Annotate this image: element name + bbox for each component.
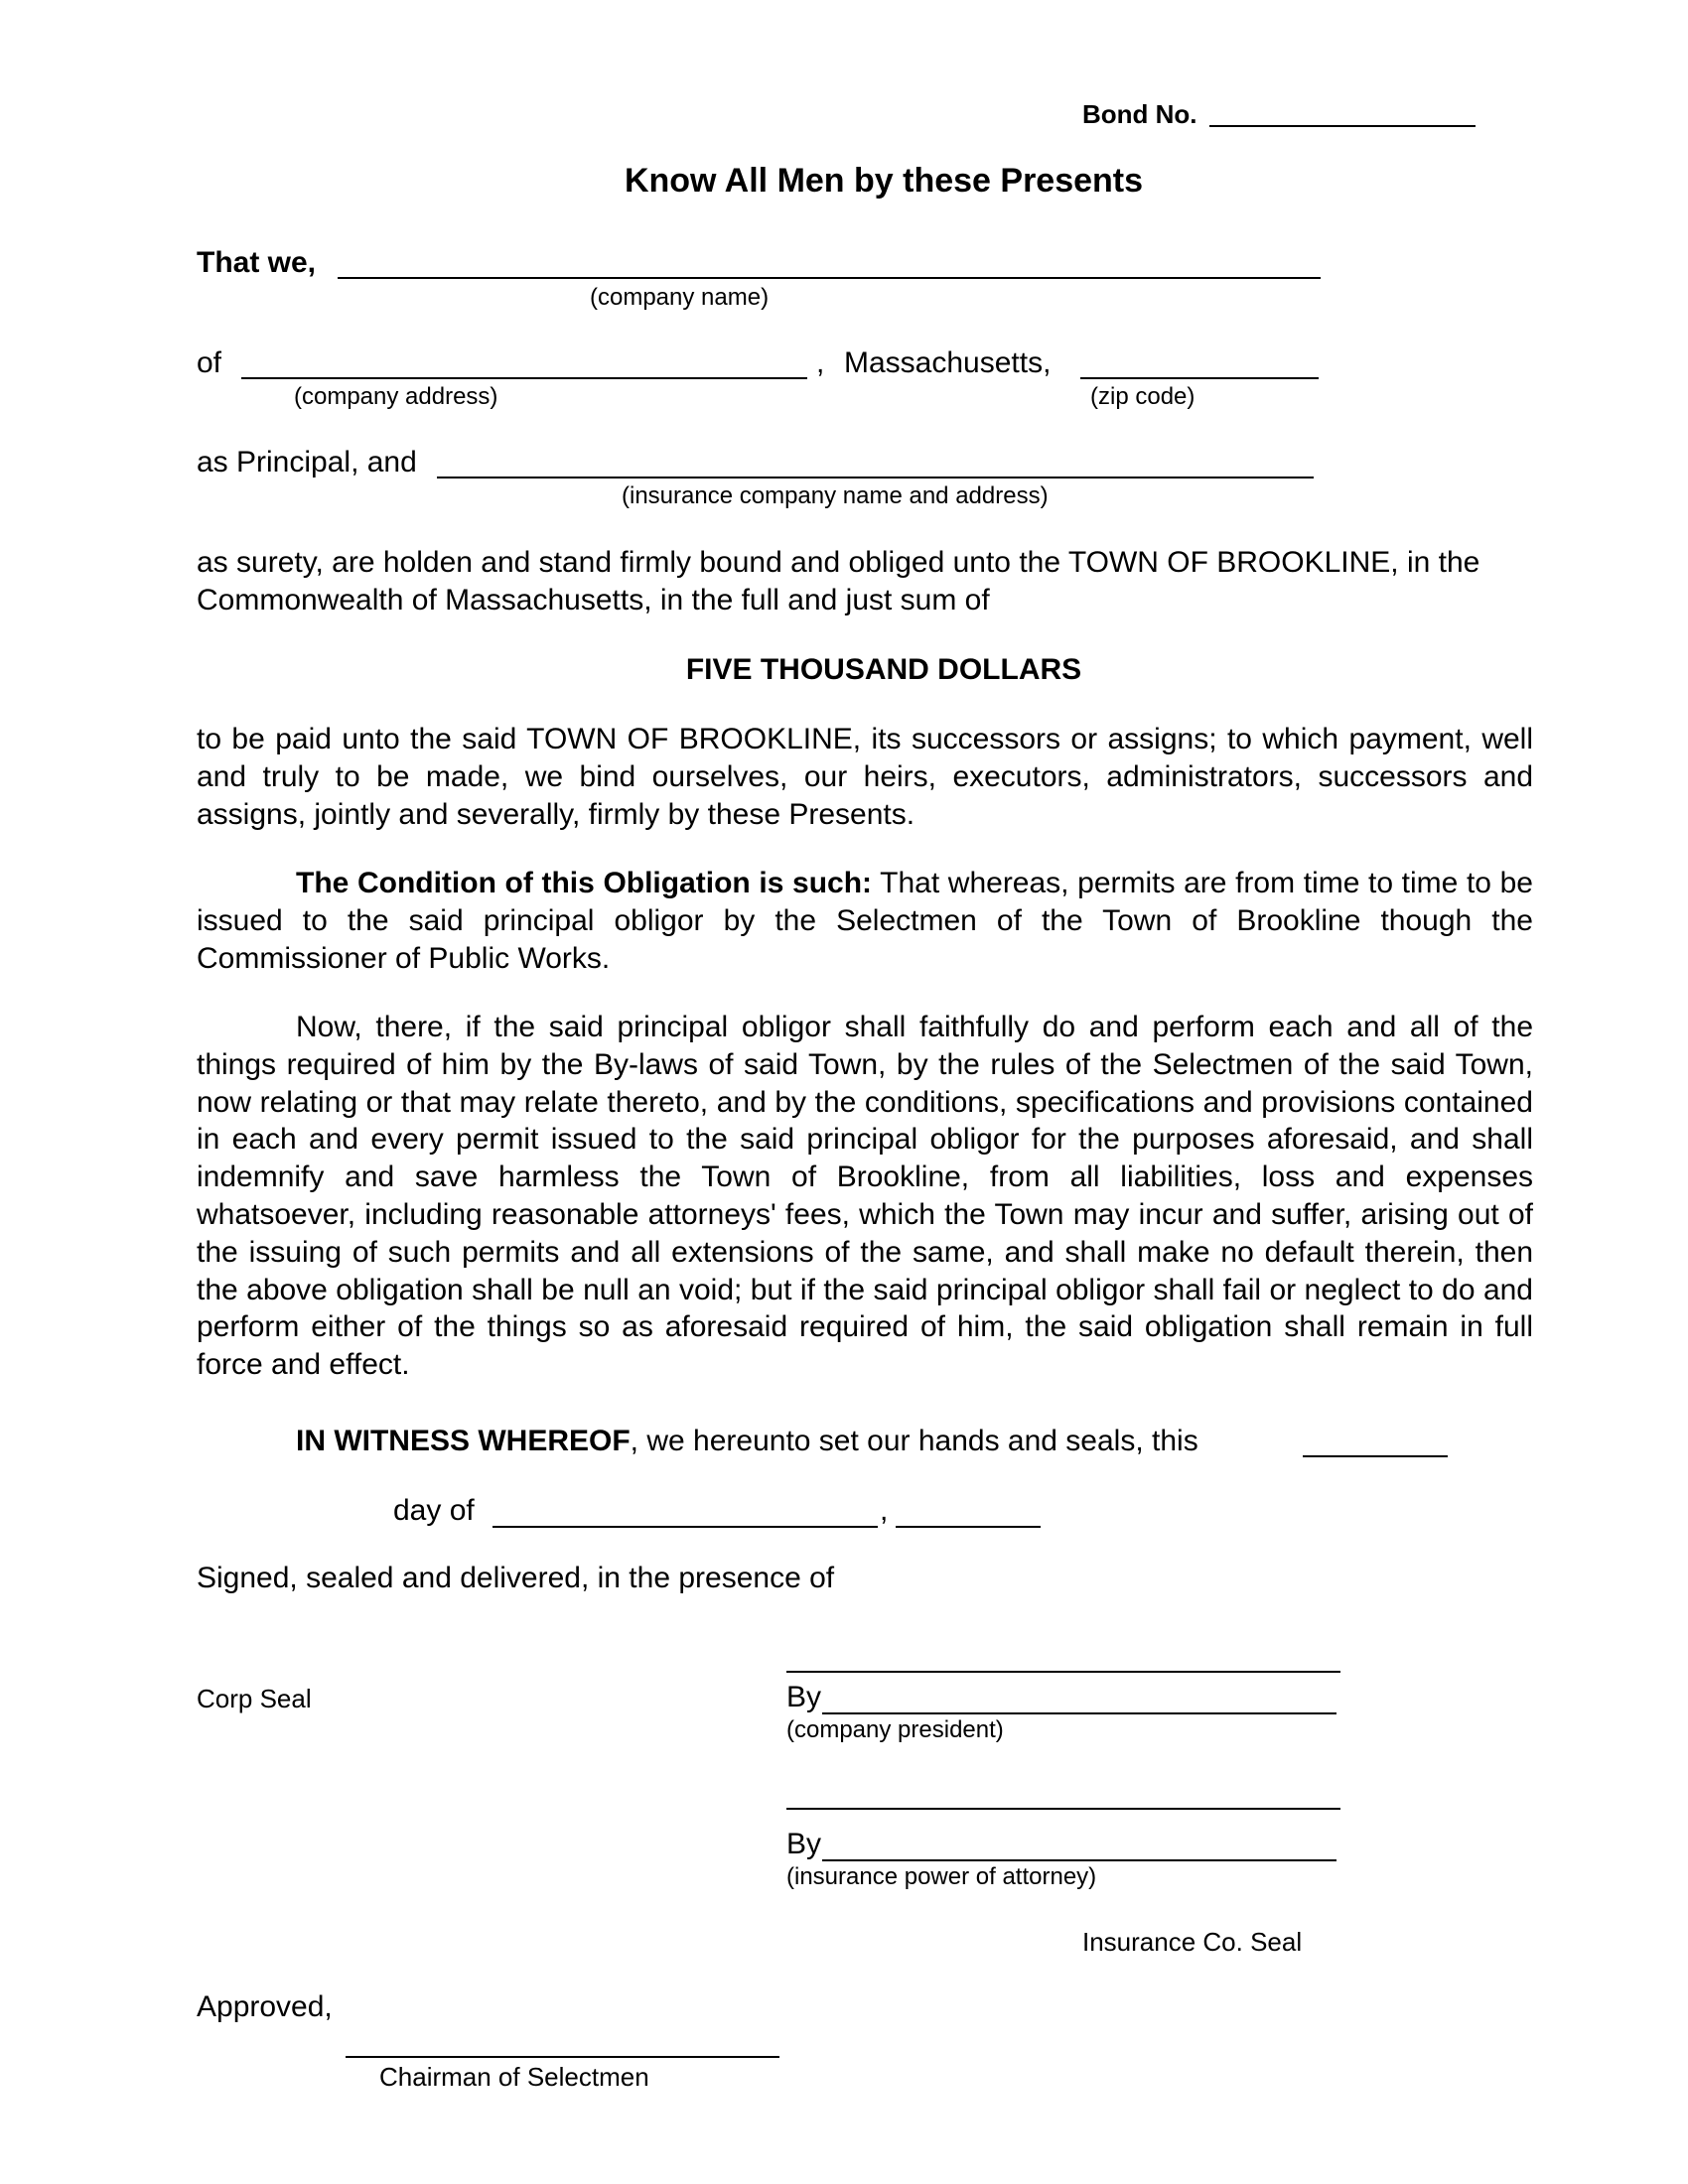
page-title: Know All Men by these Presents [624, 162, 1144, 200]
signed-sealed-text: Signed, sealed and delivered, in the presence of [197, 1562, 835, 1594]
principal-label: as Principal, and [197, 446, 417, 478]
company-name-caption: (company name) [590, 284, 770, 311]
payment-paragraph: to be paid unto the said TOWN OF BROOKLINE, its successors or assigns; to which payment, well and truly to be made, we bind ourselves, our heirs, executors, administrators, successors and assigns, jointly and severally, firmly by these Presents. [197, 723, 1533, 831]
company-address-field[interactable] [241, 377, 807, 379]
condition-text: That whereas, permits are from time to time to be issued to the said principal obligor by the Selectmen of the Town of Brookline though the Commissioner of Public Works. [197, 867, 1533, 975]
zip-code-field[interactable] [1080, 377, 1319, 379]
month-field[interactable] [492, 1526, 878, 1528]
bond-no-field[interactable] [1209, 125, 1476, 127]
of-label: of [197, 346, 222, 379]
condition-paragraph [197, 865, 1533, 977]
bond-no-label: Bond No. [1082, 99, 1197, 129]
chairman-caption: Chairman of Selectmen [379, 2062, 649, 2092]
insurance-attorney-caption: (insurance power of attorney) [786, 1863, 1097, 1890]
now-text: Now, there, if the said principal obligor shall faithfully do and perform each and all of the things required of him by the By-laws of said Town, by the rules of the Selectmen of the said Town, now relating or that may relate thereto, and by the conditions, specifications and provisions contained in each and every permit issued to the said principal obligor for the purposes aforesaid, and shall indemnify and save harmless the Town of Brookline, from all liabilities, loss and expenses whatsoever, including reasonable attorneys' fees, which the Town may incur and suffer, arising out of the issuing of such permits and all extensions of the same, and shall make no default therein, then the above obligation shall be null an void; but if the said principal obligor shall fail or neglect to do and perform either of the things so as aforesaid required of him, the said obligation shall remain in full force and effect. [197, 1011, 1533, 1382]
condition-heading: The Condition of this Obligation is such: [296, 867, 873, 899]
address-comma: , [816, 346, 825, 379]
witness-heading: IN WITNESS WHEREOF [296, 1425, 631, 1457]
company-name-field[interactable] [338, 277, 1321, 279]
zip-code-caption: (zip code) [1090, 383, 1196, 410]
company-signature-line[interactable] [786, 1671, 1340, 1673]
now-paragraph [197, 1009, 1533, 1384]
insurance-company-field[interactable] [437, 477, 1314, 478]
by-label-attorney: By [786, 1828, 822, 1860]
insurance-company-caption: (insurance company name and address) [622, 482, 1049, 509]
approved-label: Approved, [197, 1990, 333, 2023]
chairman-signature-line[interactable] [346, 2056, 779, 2058]
witness-line [296, 1424, 1198, 1459]
insurance-signature-line[interactable] [786, 1808, 1340, 1810]
year-field[interactable] [896, 1526, 1041, 1528]
day-of-comma: , [880, 1494, 889, 1527]
bond-amount: FIVE THOUSAND DOLLARS [685, 653, 1082, 686]
by-label-president: By [786, 1681, 822, 1713]
insurance-attorney-field[interactable] [822, 1859, 1336, 1861]
company-president-field[interactable] [822, 1712, 1336, 1714]
company-president-caption: (company president) [786, 1716, 1004, 1743]
corp-seal-label: Corp Seal [197, 1684, 312, 1713]
state-label: Massachusetts, [844, 346, 1052, 379]
witness-day-field[interactable] [1303, 1455, 1448, 1457]
surety-paragraph: as surety, are holden and stand firmly bound and obliged unto the TOWN OF BROOKLINE, in the Commonwealth of Massachusetts, in the full and just sum of [197, 546, 1480, 616]
insurance-seal-label: Insurance Co. Seal [1082, 1927, 1303, 1957]
that-we-label: That we, [197, 246, 317, 279]
company-address-caption: (company address) [294, 383, 498, 410]
day-of-label: day of [393, 1494, 475, 1527]
witness-text: , we hereunto set our hands and seals, this [630, 1425, 1198, 1457]
